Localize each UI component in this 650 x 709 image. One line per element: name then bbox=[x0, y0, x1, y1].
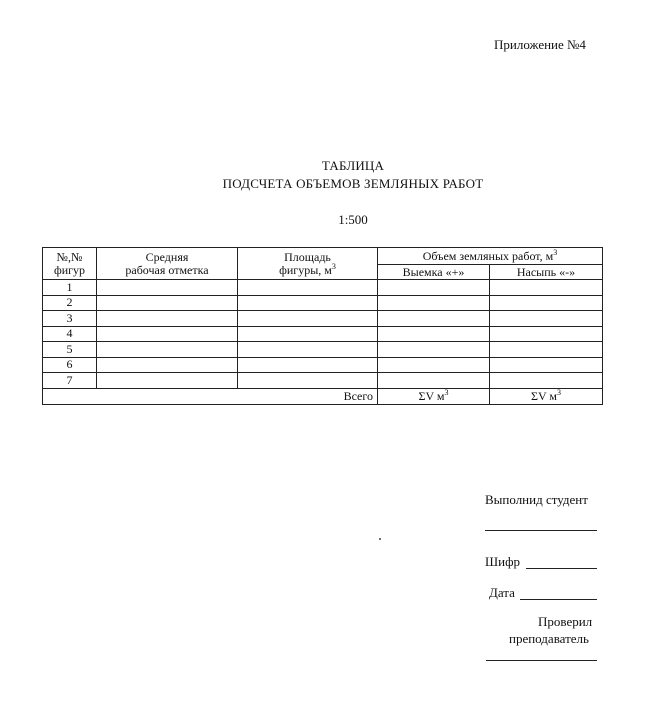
cell bbox=[378, 342, 490, 358]
table-title: ТАБЛИЦА bbox=[321, 158, 385, 173]
cell bbox=[490, 357, 603, 373]
row-number: 5 bbox=[43, 342, 97, 358]
cipher-line bbox=[526, 568, 597, 569]
table-row bbox=[43, 342, 603, 358]
table-row bbox=[43, 295, 603, 311]
scan-speck bbox=[379, 538, 381, 540]
teacher-label: преподаватель bbox=[509, 631, 589, 646]
header-fill: Насыпь «-» bbox=[490, 265, 603, 280]
cell bbox=[238, 311, 378, 327]
cell bbox=[97, 357, 238, 373]
header-figure-number: №,№ фигур bbox=[43, 248, 97, 280]
table-row bbox=[43, 311, 603, 327]
cell bbox=[378, 295, 490, 311]
teacher-signature-line bbox=[486, 660, 597, 661]
date-line bbox=[520, 599, 597, 600]
cell bbox=[378, 357, 490, 373]
cell bbox=[238, 342, 378, 358]
date-label: Дата bbox=[489, 585, 515, 600]
cell bbox=[97, 280, 238, 296]
cell bbox=[490, 295, 603, 311]
cell bbox=[97, 311, 238, 327]
scale-label: 1:500 bbox=[338, 212, 368, 227]
header-earthwork-volume: Объем земляных работ, $м^3$ bbox=[378, 248, 603, 265]
cipher-label: Шифр bbox=[485, 554, 520, 569]
row-number: 3 bbox=[43, 311, 97, 327]
cell bbox=[490, 373, 603, 389]
cell bbox=[490, 326, 603, 342]
cell bbox=[238, 357, 378, 373]
header-mean-working-mark: Средняя рабочая отметка bbox=[97, 248, 238, 280]
completed-by-label: Выполнид студент bbox=[485, 492, 588, 507]
cell bbox=[97, 373, 238, 389]
table-row bbox=[43, 357, 603, 373]
total-fill: ΣV $м^3$ bbox=[490, 388, 603, 404]
header-cut: Выемка «+» bbox=[378, 265, 490, 280]
cell bbox=[97, 326, 238, 342]
appendix-label: Приложение №4 bbox=[494, 37, 586, 52]
total-row bbox=[43, 388, 603, 404]
total-cut: ΣV $м^3$ bbox=[378, 388, 490, 404]
cell bbox=[97, 342, 238, 358]
row-number: 1 bbox=[43, 280, 97, 296]
cell bbox=[490, 280, 603, 296]
row-number: 6 bbox=[43, 357, 97, 373]
table-row bbox=[43, 373, 603, 389]
cell bbox=[238, 326, 378, 342]
total-label: Всего bbox=[43, 388, 378, 404]
table-row bbox=[43, 326, 603, 342]
cell bbox=[378, 311, 490, 327]
cell bbox=[490, 342, 603, 358]
earthwork-table bbox=[42, 247, 603, 405]
cell bbox=[238, 280, 378, 296]
table-subtitle: ПОДСЧЕТА ОБЪЕМОВ ЗЕМЛЯНЫХ РАБОТ bbox=[222, 176, 484, 191]
cell bbox=[238, 373, 378, 389]
student-signature-line bbox=[485, 530, 597, 531]
header-figure-area: Площадь фигуры, $м^3$ bbox=[238, 248, 378, 280]
cell bbox=[378, 326, 490, 342]
checked-label: Проверил bbox=[538, 614, 593, 629]
cell bbox=[378, 280, 490, 296]
table-row bbox=[43, 280, 603, 296]
row-number: 4 bbox=[43, 326, 97, 342]
cell bbox=[378, 373, 490, 389]
cell bbox=[238, 295, 378, 311]
cell bbox=[97, 295, 238, 311]
row-number: 2 bbox=[43, 295, 97, 311]
cell bbox=[490, 311, 603, 327]
row-number: 7 bbox=[43, 373, 97, 389]
